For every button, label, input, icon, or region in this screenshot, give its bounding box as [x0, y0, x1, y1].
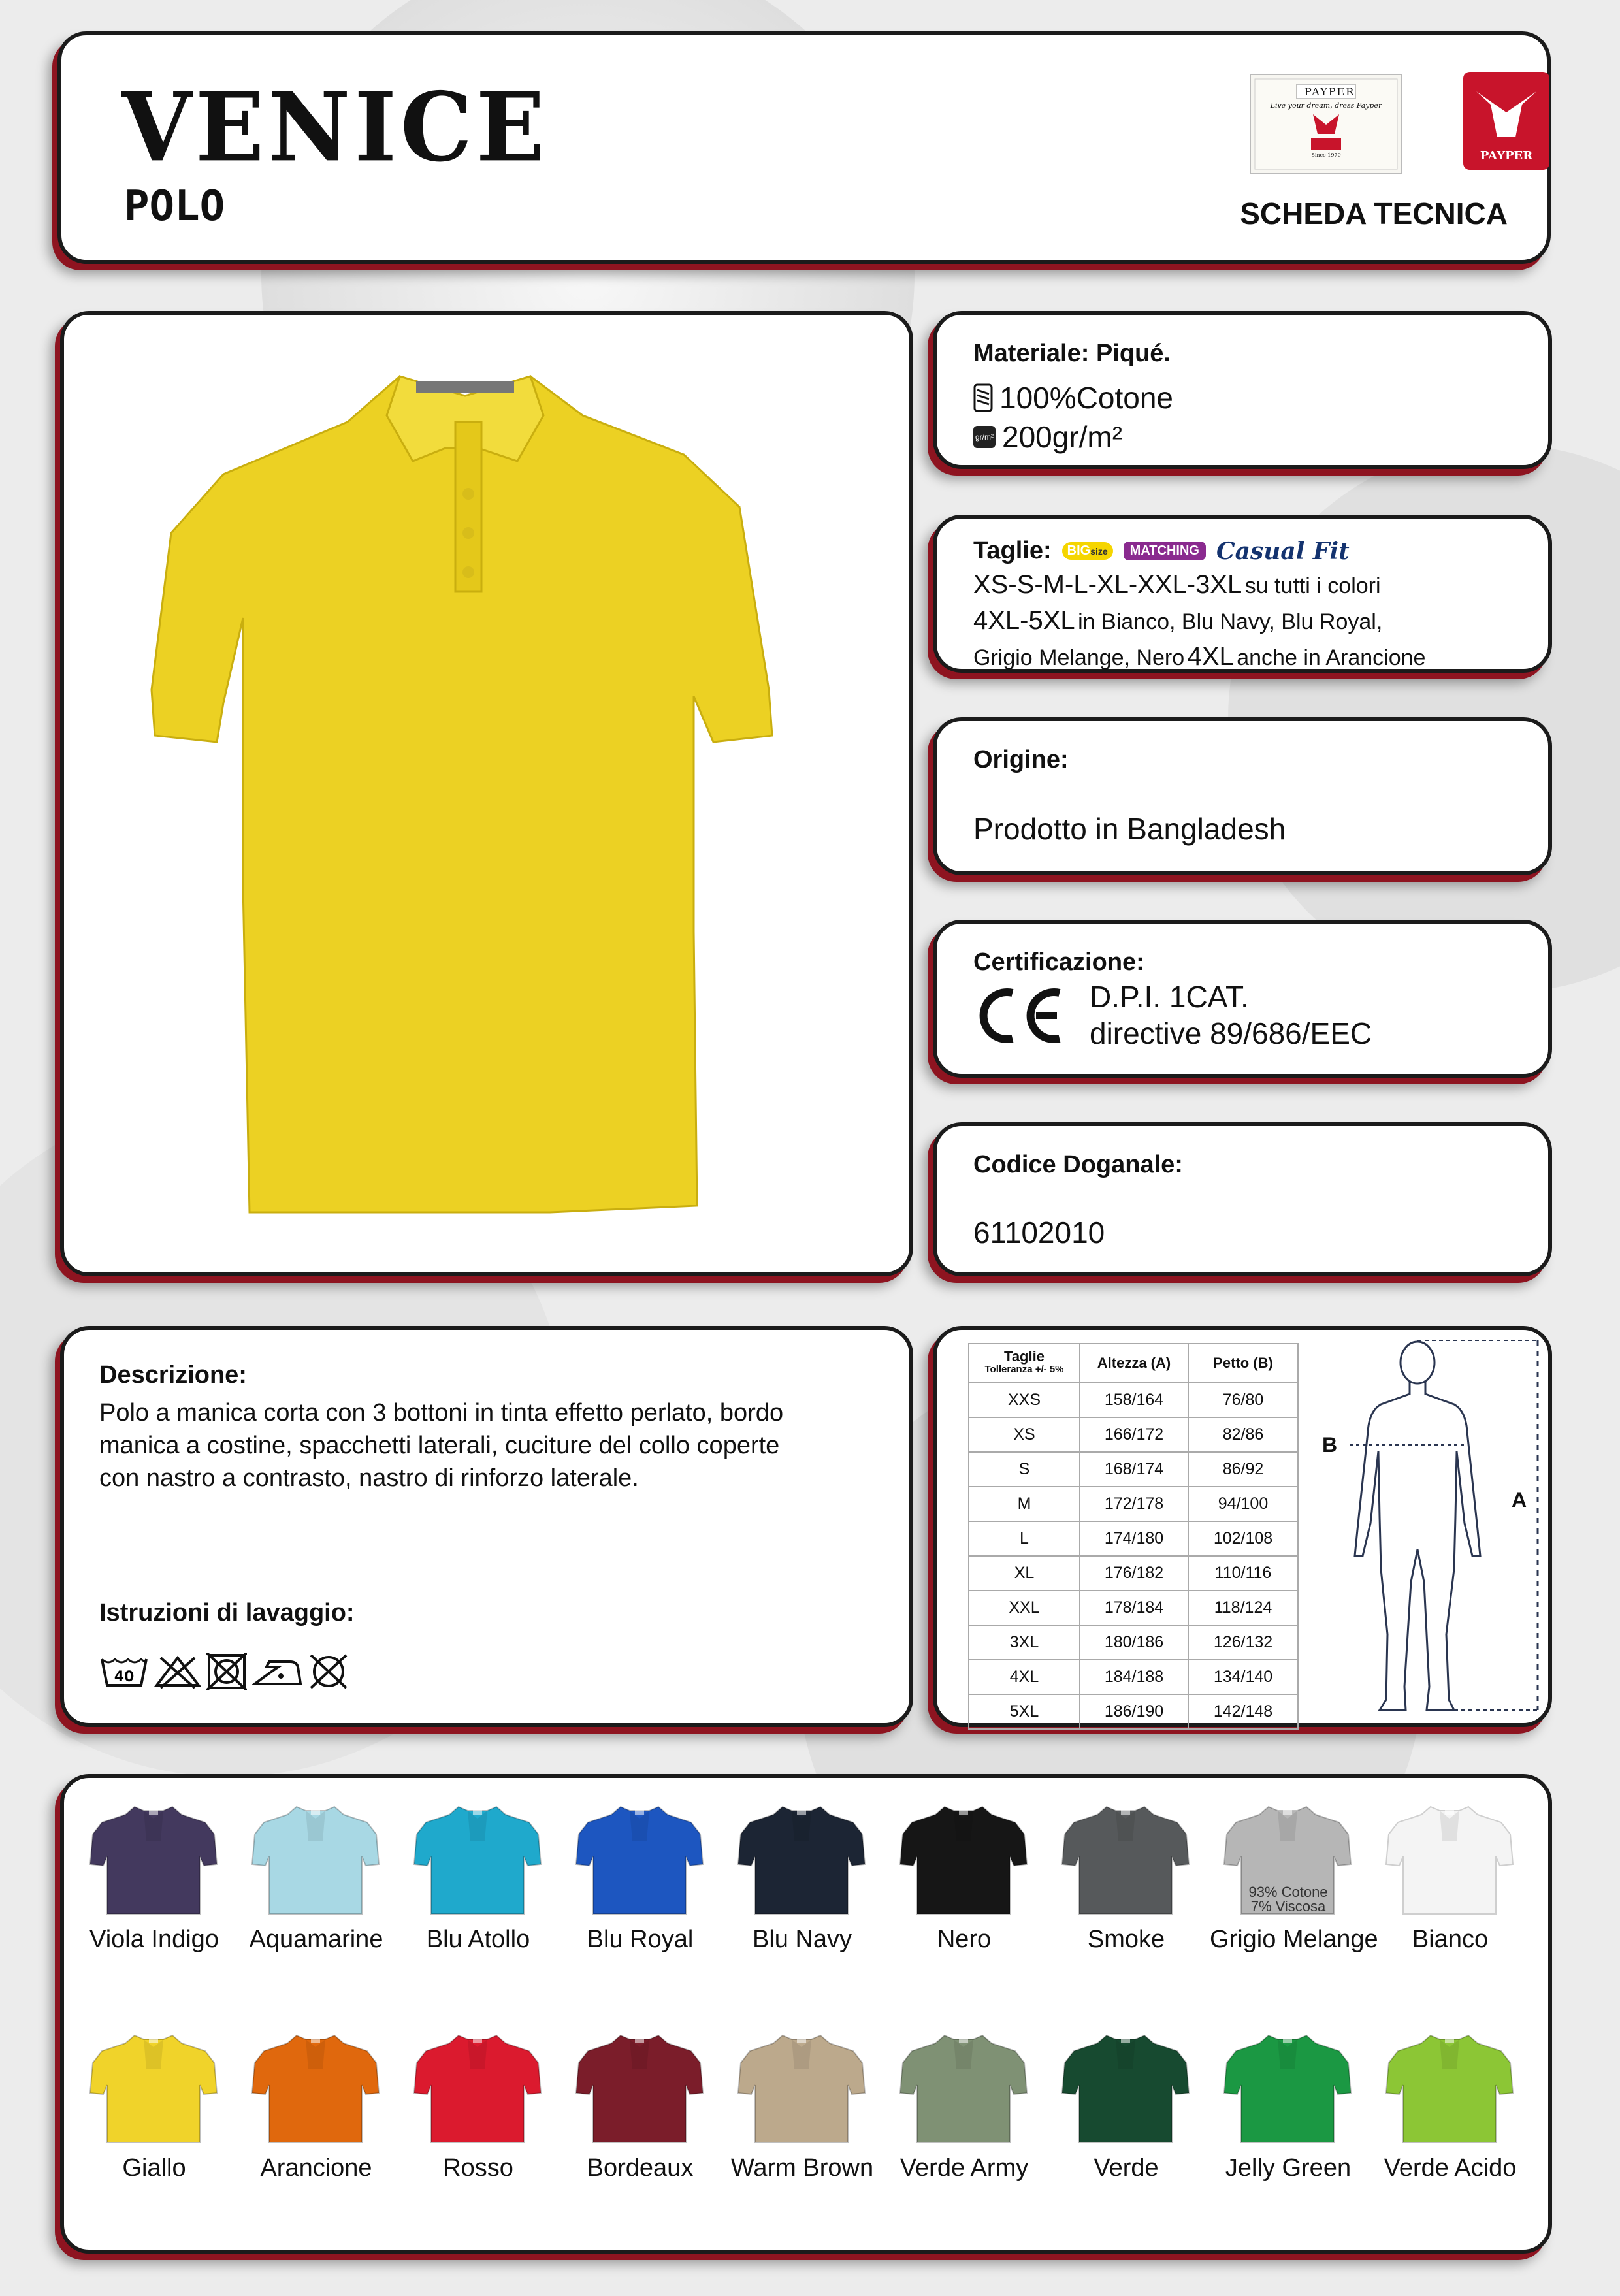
size-cell-chest: 82/86 — [1188, 1417, 1298, 1452]
color-name: Jelly Green — [1225, 2154, 1352, 2182]
size-row — [969, 1383, 1298, 1417]
size-cell-chest: 94/100 — [1188, 1487, 1298, 1521]
weight-icon: gr/m² — [973, 426, 996, 448]
origin-label: Origine: — [973, 746, 1069, 773]
size-cell-height: 174/180 — [1080, 1521, 1188, 1556]
origin-value: Prodotto in Bangladesh — [973, 812, 1286, 846]
weight-value: 200gr/m² — [1002, 420, 1123, 454]
polo-swatch-icon — [1060, 2030, 1193, 2148]
size-cell-size: S — [969, 1452, 1080, 1487]
polo-swatch-icon — [412, 1802, 545, 1919]
polo-swatch-icon — [1384, 2030, 1517, 2148]
description-line-1: Polo a manica corta con 3 bottoni in tinta effetto perlato, bordo — [99, 1399, 784, 1427]
size-cell-chest: 86/92 — [1188, 1452, 1298, 1487]
chest-column-header: Petto (B) — [1188, 1344, 1298, 1383]
size-cell-height: 168/174 — [1080, 1452, 1188, 1487]
description-label: Descrizione: — [99, 1361, 247, 1389]
sizes-card — [933, 515, 1552, 673]
composition-note-line: 7% Viscosa — [1250, 1898, 1326, 1915]
color-swatch[interactable] — [76, 2030, 233, 2182]
polo-swatch-icon — [1384, 1802, 1517, 1919]
size-row — [969, 1452, 1298, 1487]
color-name: Blu Navy — [752, 1926, 852, 1953]
polo-swatch-icon — [898, 2030, 1031, 2148]
color-swatch[interactable] — [400, 1802, 557, 1954]
sizes-line3-note2: anche in Arancione — [1237, 645, 1426, 670]
product-type: POLO — [124, 182, 225, 231]
label-since: Since 1970 — [1311, 152, 1341, 158]
composition-note — [1210, 1885, 1367, 1914]
color-name: Warm Brown — [730, 2154, 874, 2182]
sizes-lines — [973, 570, 1425, 677]
size-row — [969, 1556, 1298, 1591]
color-name: Verde Army — [899, 2154, 1029, 2182]
polo-swatch-icon — [412, 2030, 545, 2148]
no-bleach-icon — [154, 1654, 201, 1689]
size-cell-height: 178/184 — [1080, 1591, 1188, 1625]
size-cell-chest: 110/116 — [1188, 1556, 1298, 1591]
polo-swatch-icon — [574, 2030, 707, 2148]
size-cell-chest: 142/148 — [1188, 1694, 1298, 1729]
product-polo-image — [60, 311, 913, 1276]
size-cell-height: 184/188 — [1080, 1660, 1188, 1694]
certification-label: Certificazione: — [973, 948, 1144, 976]
polo-swatch-icon — [736, 2030, 869, 2148]
size-cell-chest: 118/124 — [1188, 1591, 1298, 1625]
size-cell-height: 172/178 — [1080, 1487, 1188, 1521]
color-name: Verde — [1094, 2154, 1159, 2182]
wash-40-icon — [99, 1654, 149, 1689]
material-label: Materiale: Piqué. — [973, 340, 1171, 367]
color-swatch[interactable] — [562, 1802, 719, 1954]
label-b: B — [1322, 1433, 1338, 1457]
payper-label-logo — [1250, 74, 1402, 174]
size-row — [969, 1694, 1298, 1729]
customs-card — [933, 1122, 1552, 1276]
ce-mark-icon — [973, 986, 1065, 1048]
certification-line1: D.P.I. 1CAT. — [1090, 980, 1249, 1014]
label-a: A — [1512, 1488, 1527, 1512]
polo-swatch-icon — [1222, 2030, 1355, 2148]
sizes-line1-note: su tutti i colori — [1244, 574, 1381, 598]
color-swatch[interactable] — [1372, 2030, 1529, 2182]
color-swatch[interactable] — [562, 2030, 719, 2182]
color-swatch[interactable] — [1210, 1802, 1378, 1954]
polo-swatch-icon — [736, 1802, 869, 1919]
payper-logo — [1463, 72, 1549, 170]
size-cell-chest: 126/132 — [1188, 1625, 1298, 1660]
sizes-label: Taglie: — [973, 537, 1052, 564]
color-swatch[interactable] — [724, 2030, 881, 2182]
color-swatch[interactable] — [886, 2030, 1043, 2182]
size-cell-height: 180/186 — [1080, 1625, 1188, 1660]
description-line-3: con nastro a contrasto, nastro di rinforzo laterale. — [99, 1464, 639, 1492]
polo-swatch-icon — [898, 1802, 1031, 1919]
tolerance-header: Tolleranza +/- 5% — [984, 1364, 1064, 1375]
color-swatch[interactable] — [400, 2030, 557, 2182]
polo-swatch-icon — [88, 2030, 221, 2148]
size-cell-height: 158/164 — [1080, 1383, 1188, 1417]
polo-swatch-icon — [1060, 1802, 1193, 1919]
sizes-line3-note: Grigio Melange, Nero — [973, 645, 1185, 670]
color-name: Aquamarine — [249, 1926, 383, 1953]
color-name: Arancione — [260, 2154, 372, 2182]
customs-label: Codice Doganale: — [973, 1151, 1183, 1178]
color-name: Nero — [937, 1926, 992, 1953]
size-cell-size: L — [969, 1521, 1080, 1556]
sizes-line2: 4XL-5XL — [973, 606, 1075, 635]
size-row — [969, 1417, 1298, 1452]
size-cell-height: 166/172 — [1080, 1417, 1188, 1452]
color-swatch[interactable] — [238, 2030, 395, 2182]
size-cell-chest: 102/108 — [1188, 1521, 1298, 1556]
color-name: Blu Atollo — [426, 1926, 530, 1953]
color-name: Viola Indigo — [89, 1926, 219, 1953]
fit-label: Casual Fit — [1216, 537, 1350, 565]
polo-swatch-icon — [574, 1802, 707, 1919]
color-name: Bianco — [1412, 1926, 1489, 1953]
color-name: Grigio Melange — [1210, 1926, 1378, 1953]
sizes-line1: XS-S-M-L-XL-XXL-3XL — [973, 570, 1242, 599]
size-row — [969, 1591, 1298, 1625]
polo-swatch-icon — [250, 2030, 383, 2148]
size-column-header: Taglie Tolleranza +/- 5% — [969, 1344, 1080, 1383]
size-cell-size: 3XL — [969, 1625, 1080, 1660]
size-cell-size: XL — [969, 1556, 1080, 1591]
color-name: Smoke — [1087, 1926, 1165, 1953]
size-row — [969, 1660, 1298, 1694]
composition-value: 100%Cotone — [999, 381, 1173, 415]
color-swatch[interactable] — [1048, 2030, 1205, 2182]
size-cell-size: XS — [969, 1417, 1080, 1452]
size-cell-chest: 134/140 — [1188, 1660, 1298, 1694]
big-size-badge-text: BIG — [1067, 543, 1091, 558]
label-tagline: Live your dream, dress Payper — [1270, 101, 1382, 110]
body-measurement-figure — [1289, 1334, 1551, 1719]
wash-label: Istruzioni di lavaggio: — [99, 1599, 355, 1626]
polo-swatch-icon — [88, 1802, 221, 1919]
big-size-badge-small: size — [1090, 546, 1108, 557]
color-swatch[interactable] — [238, 1802, 395, 1954]
origin-card — [933, 717, 1552, 875]
no-dry-clean-icon — [308, 1653, 349, 1690]
matching-badge: MATCHING — [1124, 542, 1206, 560]
certification-card — [933, 920, 1552, 1078]
sizes-header-row — [973, 537, 1350, 565]
color-name: Giallo — [122, 2154, 186, 2182]
color-swatch[interactable] — [76, 1802, 233, 1954]
colors-card — [60, 1774, 1552, 2254]
cotton-spool-icon — [973, 383, 993, 412]
color-name: Rosso — [443, 2154, 513, 2182]
color-name: Blu Royal — [587, 1926, 694, 1953]
payper-logo-text: PAYPER — [1480, 149, 1533, 163]
composition-row — [973, 380, 1173, 415]
size-row — [969, 1521, 1298, 1556]
label-brand-text: PAYPER — [1304, 86, 1355, 98]
header-card — [57, 31, 1551, 264]
product-title: VENICE — [122, 71, 549, 184]
height-column-header: Altezza (A) — [1080, 1344, 1188, 1383]
no-tumble-dry-icon — [206, 1653, 247, 1690]
size-cell-size: 5XL — [969, 1694, 1080, 1729]
weight-row — [973, 419, 1122, 455]
size-row — [969, 1625, 1298, 1660]
customs-value: 61102010 — [973, 1216, 1105, 1250]
material-card — [933, 311, 1552, 469]
sizes-line2-note: in Bianco, Blu Navy, Blu Royal, — [1078, 609, 1383, 634]
size-table-card — [933, 1326, 1552, 1727]
product-image-card — [60, 311, 913, 1276]
composition-note-line: 93% Cotone — [1248, 1884, 1328, 1900]
size-cell-chest: 76/80 — [1188, 1383, 1298, 1417]
sheet-type: SCHEDA TECNICA — [1240, 197, 1508, 231]
color-swatch[interactable] — [1372, 1802, 1529, 1954]
size-cell-height: 176/182 — [1080, 1556, 1188, 1591]
color-swatch[interactable] — [1048, 1802, 1205, 1954]
description-card — [60, 1326, 913, 1727]
size-cell-size: M — [969, 1487, 1080, 1521]
size-table — [968, 1343, 1299, 1730]
sizes-line3: 4XL — [1187, 642, 1234, 671]
size-cell-height: 186/190 — [1080, 1694, 1188, 1729]
description-text — [99, 1397, 783, 1495]
wash-temp: 40 — [114, 1669, 135, 1685]
color-name: Verde Acido — [1384, 2154, 1517, 2182]
color-name: Bordeaux — [587, 2154, 694, 2182]
iron-low-icon — [252, 1654, 303, 1689]
color-swatch[interactable] — [1210, 2030, 1367, 2182]
color-swatch[interactable] — [724, 1802, 881, 1954]
big-size-badge — [1062, 542, 1113, 560]
certification-line2: directive 89/686/EEC — [1090, 1016, 1372, 1050]
description-line-2: manica a costine, spacchetti laterali, cuciture del collo coperte — [99, 1432, 780, 1459]
wash-icons — [99, 1653, 349, 1690]
size-cell-size: XXS — [969, 1383, 1080, 1417]
polo-swatch-icon — [250, 1802, 383, 1919]
size-cell-size: 4XL — [969, 1660, 1080, 1694]
color-swatch[interactable] — [886, 1802, 1043, 1954]
size-cell-size: XXL — [969, 1591, 1080, 1625]
size-row — [969, 1487, 1298, 1521]
